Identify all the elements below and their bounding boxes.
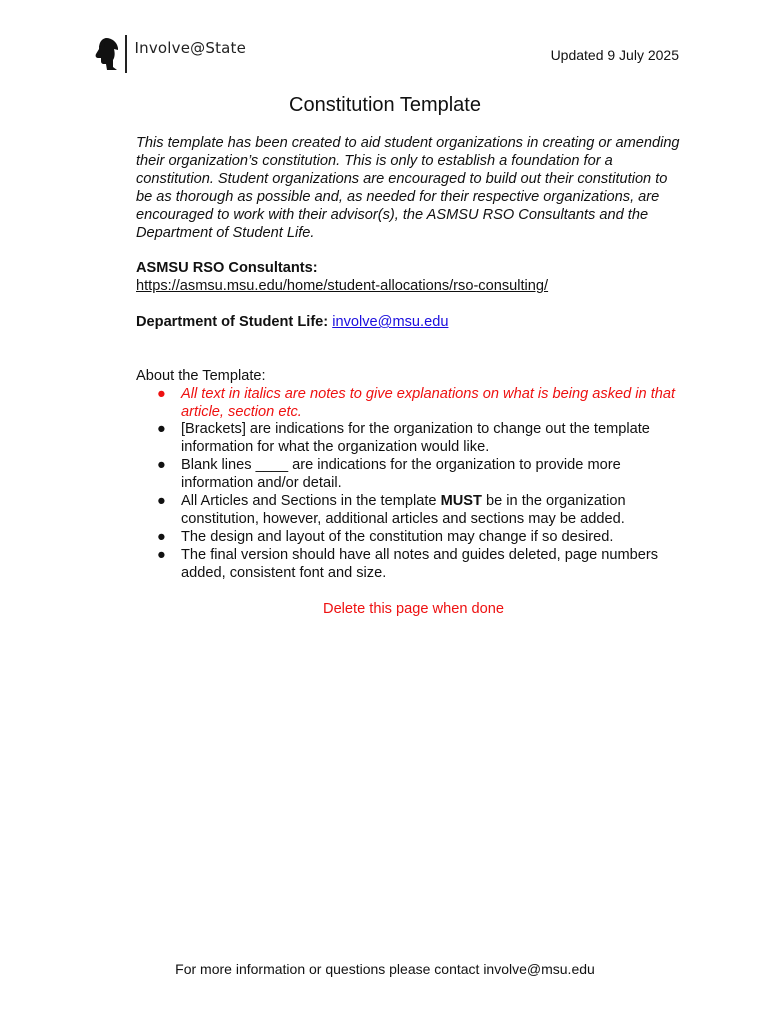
list-item [136,547,681,583]
page-title: Constitution Template [289,94,481,116]
page-footer: For more information or questions please contact involve@msu.edu [175,961,595,977]
list-item-text: The design and layout of the constitution may change if so desired. [181,528,614,545]
intro-paragraph: This template has been created to aid student organizations in creating or amending their organization’s constitution. This is only to establish a foundation for a constitution. Student organizations are encouraged to build out their constitution to be as thorough as possible and, as needed for their respective organizations, are encouraged to work with their advisor(s), the ASMSU RSO Consultants and the Department of Student Life. [136,135,680,241]
bullet-icon: ● [157,546,166,563]
delete-page-note: Delete this page when done [323,600,504,617]
dsl-label: Department of Student Life: [136,314,329,331]
spartan-helmet-icon [93,37,119,71]
about-heading: About the Template: [136,367,266,384]
bullet-icon: ● [157,385,166,402]
bullet-icon: ● [157,528,166,545]
logo-divider [125,35,127,73]
document-body [136,135,681,618]
list-item [136,386,681,422]
list-item [136,421,681,457]
list-item-text: All text in italics are notes to give explanations on what is being asked in that article, section etc. [181,385,676,420]
list-item [136,457,681,493]
bullet-icon: ● [157,457,166,474]
list-item-text: [Brackets] are indications for the organization to change out the template information for what the organization would like. [181,421,650,456]
logo-text: Involve@State [134,39,247,57]
list-item-text: Blank lines ____ are indications for the organization to provide more information and/or detail. [181,457,621,492]
list-item-text-before: All Articles and Sections in the template [181,493,441,510]
rso-label: ASMSU RSO Consultants: [136,260,318,277]
list-item [136,529,681,547]
involve-at-state-logo [93,34,246,74]
list-item [136,493,681,529]
bullet-icon: ● [157,421,166,438]
rso-consulting-link[interactable]: https://asmsu.msu.edu/home/student-allocations/rso-consulting/ [136,278,549,295]
updated-date: Updated 9 July 2025 [550,47,679,63]
about-bullet-list [136,386,681,583]
list-item-text: The final version should have all notes and guides deleted, page numbers added, consistent font and size. [181,546,659,581]
page-header [0,0,770,90]
involve-email-link[interactable]: involve@msu.edu [332,314,449,331]
bullet-icon: ● [157,493,166,510]
list-item-text-after: be in the organization constitution, however, additional articles and sections may be added. [181,493,626,527]
must-emphasis: MUST [440,493,482,510]
